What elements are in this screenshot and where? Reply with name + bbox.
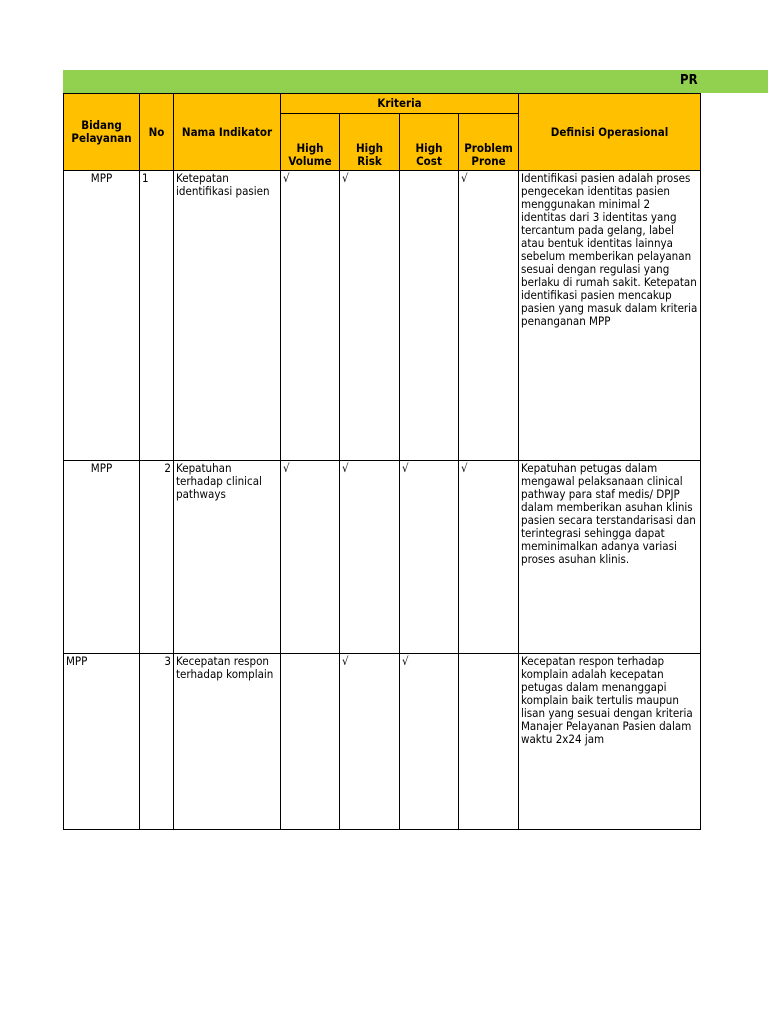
banner-title: PR xyxy=(680,73,698,88)
cell-high-risk: √ xyxy=(340,654,400,830)
cell-problem-prone: √ xyxy=(459,171,519,461)
cell-problem-prone: √ xyxy=(459,461,519,654)
cell-nama-indikator: Kepatuhan terhadap clinical pathways xyxy=(174,461,281,654)
cell-nama-indikator: Ketepatan identifikasi pasien xyxy=(174,171,281,461)
header-kriteria: Kriteria xyxy=(281,94,519,114)
cell-bidang: MPP xyxy=(64,171,140,461)
table-row xyxy=(64,461,701,654)
cell-high-cost: √ xyxy=(400,461,459,654)
cell-no: 3 xyxy=(140,654,174,830)
cell-definisi: Identifikasi pasien adalah proses pengecekan identitas pasien menggunakan minimal 2 identitas dari 3 identitas yang tercantum pada gelang, label atau bentuk identitas lainnya sebelum memberikan pelayanan sesuai dengan regulasi yang berlaku di rumah sakit. Ketepatan identifikasi pasien mencakup pasien yang masuk dalam kriteria penanganan MPP xyxy=(519,171,701,461)
cell-high-volume xyxy=(281,654,340,830)
cell-high-volume: √ xyxy=(281,171,340,461)
cell-high-risk: √ xyxy=(340,461,400,654)
cell-bidang: MPP xyxy=(64,654,140,830)
table-row xyxy=(64,654,701,830)
cell-high-cost: √ xyxy=(400,654,459,830)
title-banner xyxy=(63,70,768,93)
indicator-table xyxy=(63,93,701,830)
cell-no: 2 xyxy=(140,461,174,654)
cell-high-cost xyxy=(400,171,459,461)
header-high-risk: High Risk xyxy=(340,114,400,171)
cell-definisi: Kepatuhan petugas dalam mengawal pelaksanaan clinical pathway para staf medis/ DPJP dalam memberikan asuhan klinis pasien secara terstandarisasi dan terintegrasi sehingga dapat meminimalkan adanya variasi proses asuhan klinis. xyxy=(519,461,701,654)
header-definisi-operasional: Definisi Operasional xyxy=(519,94,701,171)
cell-problem-prone xyxy=(459,654,519,830)
table-row xyxy=(64,171,701,461)
cell-high-risk: √ xyxy=(340,171,400,461)
cell-definisi: Kecepatan respon terhadap komplain adalah kecepatan petugas dalam menanggapi komplain baik tertulis maupun lisan yang sesuai dengan kriteria Manajer Pelayanan Pasien dalam waktu 2x24 jam xyxy=(519,654,701,830)
header-bidang-pelayanan: Bidang Pelayanan xyxy=(64,94,140,171)
header-nama-indikator: Nama Indikator xyxy=(174,94,281,171)
cell-high-volume: √ xyxy=(281,461,340,654)
cell-bidang: MPP xyxy=(64,461,140,654)
header-high-cost: High Cost xyxy=(400,114,459,171)
header-no: No xyxy=(140,94,174,171)
header-problem-prone: Problem Prone xyxy=(459,114,519,171)
cell-no: 1 xyxy=(140,171,174,461)
cell-nama-indikator: Kecepatan respon terhadap komplain xyxy=(174,654,281,830)
header-high-volume: High Volume xyxy=(281,114,340,171)
